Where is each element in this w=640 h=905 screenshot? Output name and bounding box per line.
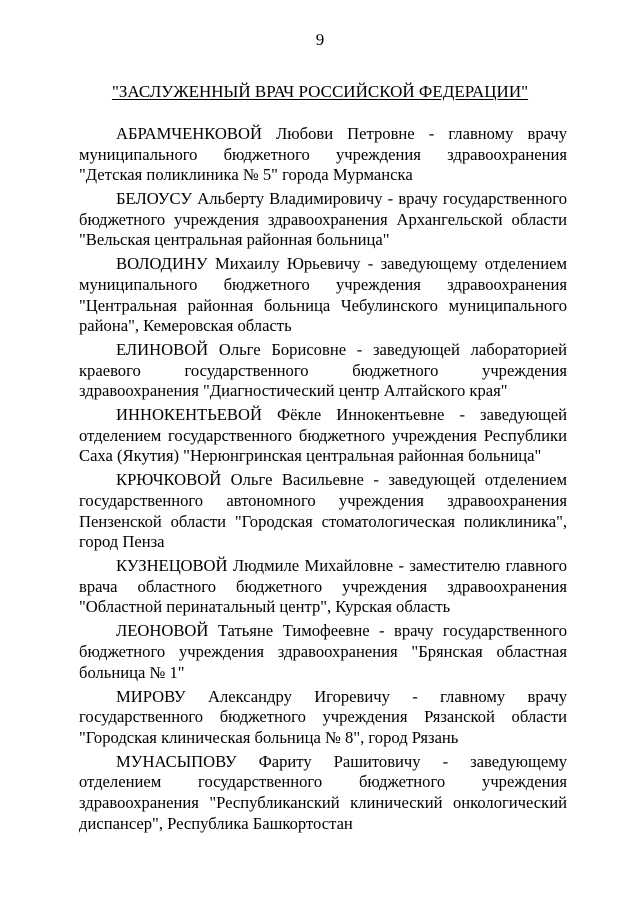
awardee-entry: КРЮЧКОВОЙ Ольге Васильевне - заведующей отделением государственного автономного учреждения здравоохранения Пензенской области "Городская стоматологическая поликлиника", город Пенза [79,470,567,552]
awardee-entry: КУЗНЕЦОВОЙ Людмиле Михайловне - заместителю главного врача областного бюджетного учреждения здравоохранения "Областной перинатальный центр", Курская область [79,556,567,617]
award-title-heading: "ЗАСЛУЖЕННЫЙ ВРАЧ РОССИЙСКОЙ ФЕДЕРАЦИИ" [111,82,529,101]
awardee-entry: АБРАМЧЕНКОВОЙ Любови Петровне - главному врачу муниципального бюджетного учреждения здравоохранения "Детская поликлиника № 5" города Мурманска [79,124,567,185]
awardee-entry: ИННОКЕНТЬЕВОЙ Фёкле Иннокентьевне - заведующей отделением государственного бюджетного учреждения Республики Саха (Якутия) "Нерюнгринская центральная районная больница" [79,405,567,466]
awardee-entry: МУНАСЫПОВУ Фариту Рашитовичу - заведующему отделением государственного бюджетного учреждения здравоохранения "Республиканский клинический онкологический диспансер", Республика Башкортостан [79,751,567,833]
awardee-list [79,124,567,838]
awardee-entry: ЛЕОНОВОЙ Татьяне Тимофеевне - врачу государственного бюджетного учреждения здравоохранения "Брянская областная больница № 1" [79,621,567,682]
awardee-entry: БЕЛОУСУ Альберту Владимировичу - врачу государственного бюджетного учреждения здравоохранения Архангельской области "Вельская центральная районная больница" [79,189,567,250]
awardee-entry: ВОЛОДИНУ Михаилу Юрьевичу - заведующему отделением муниципального бюджетного учреждения здравоохранения "Центральная районная больница Чебулинского муниципального района", Кемеровская область [79,254,567,336]
awardee-entry: ЕЛИНОВОЙ Ольге Борисовне - заведующей лабораторией краевого государственного бюджетного учреждения здравоохранения "Диагностический центр Алтайского края" [79,340,567,401]
awardee-entry: МИРОВУ Александру Игоревичу - главному врачу государственного бюджетного учреждения Рязанской области "Городская клиническая больница № 8", город Рязань [79,686,567,747]
page-number: 9 [315,30,325,49]
